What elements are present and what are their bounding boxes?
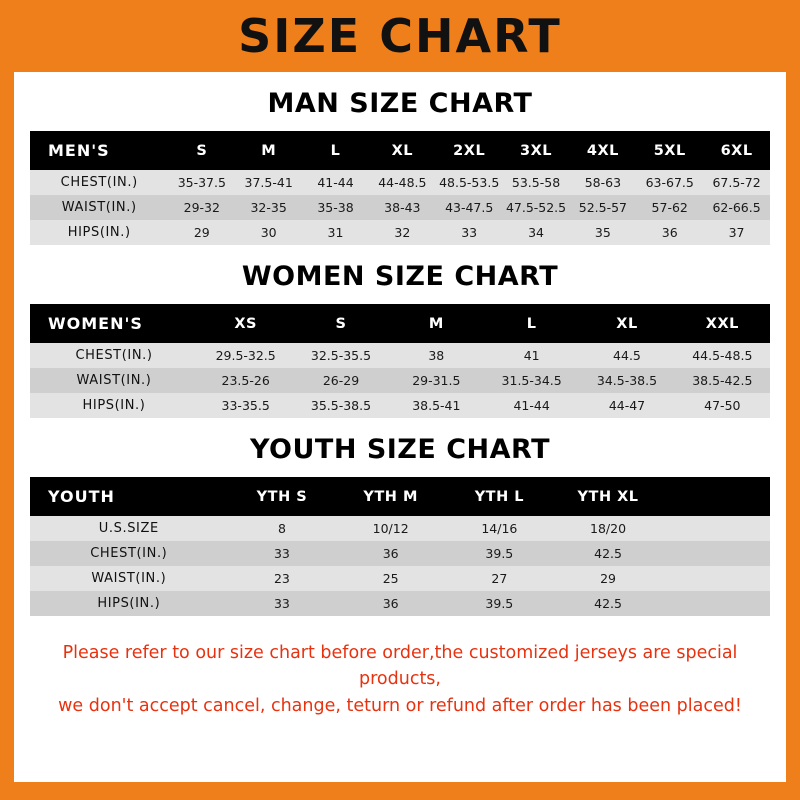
column-header-yth-m: YTH M <box>336 477 445 516</box>
cell: 47.5-52.5 <box>503 195 570 220</box>
column-header-3xl: 3XL <box>503 131 570 170</box>
column-header-5xl: 5XL <box>636 131 703 170</box>
table-head <box>30 304 770 343</box>
row-label-waist: WAIST(IN.) <box>30 566 228 591</box>
column-header-spacer <box>662 477 770 516</box>
cell: 26-29 <box>293 368 388 393</box>
column-header-2xl: 2XL <box>436 131 503 170</box>
column-header-yth-l: YTH L <box>445 477 554 516</box>
cell: 37 <box>703 220 770 245</box>
cell: 33 <box>228 541 337 566</box>
table-row <box>30 566 770 591</box>
cell: 31.5-34.5 <box>484 368 579 393</box>
column-header-xl: XL <box>579 304 674 343</box>
bottom-accent-bar <box>0 782 800 800</box>
cell-spacer <box>662 516 770 541</box>
cell: 41 <box>484 343 579 368</box>
cell: 44.5 <box>579 343 674 368</box>
column-header-s: S <box>168 131 235 170</box>
cell: 39.5 <box>445 591 554 616</box>
cell: 25 <box>336 566 445 591</box>
cell: 33 <box>228 591 337 616</box>
cell: 35-37.5 <box>168 170 235 195</box>
cell: 14/16 <box>445 516 554 541</box>
cell: 33-35.5 <box>198 393 293 418</box>
table-body <box>30 516 770 616</box>
cell: 29 <box>554 566 663 591</box>
cell: 34.5-38.5 <box>579 368 674 393</box>
table-row <box>30 343 770 368</box>
row-label-chest: CHEST(IN.) <box>30 541 228 566</box>
cell: 48.5-53.5 <box>436 170 503 195</box>
cell: 44-47 <box>579 393 674 418</box>
footer-line-2: we don't accept cancel, change, teturn or refund after order has been placed! <box>58 695 742 716</box>
cell: 42.5 <box>554 541 663 566</box>
column-header-l: L <box>484 304 579 343</box>
row-label-us-size: U.S.SIZE <box>30 516 228 541</box>
cell: 58-63 <box>569 170 636 195</box>
cell: 32-35 <box>235 195 302 220</box>
cell: 62-66.5 <box>703 195 770 220</box>
table-row <box>30 220 770 245</box>
cell: 35 <box>569 220 636 245</box>
table-row <box>30 591 770 616</box>
cell: 53.5-58 <box>503 170 570 195</box>
table-row <box>30 170 770 195</box>
cell: 38.5-42.5 <box>675 368 770 393</box>
cell: 35.5-38.5 <box>293 393 388 418</box>
cell: 27 <box>445 566 554 591</box>
cell: 47-50 <box>675 393 770 418</box>
cell: 44-48.5 <box>369 170 436 195</box>
chart-content <box>14 88 786 719</box>
footer-note <box>30 630 770 719</box>
row-label-hips: HIPS(IN.) <box>30 220 168 245</box>
cell: 43-47.5 <box>436 195 503 220</box>
section-title-youth: YOUTH SIZE CHART <box>249 434 551 465</box>
column-header-xs: XS <box>198 304 293 343</box>
cell: 52.5-57 <box>569 195 636 220</box>
table-row <box>30 516 770 541</box>
column-header-6xl: 6XL <box>703 131 770 170</box>
footer-line-1: Please refer to our size chart before order,the customized jerseys are special products, <box>62 643 738 690</box>
cell: 23.5-26 <box>198 368 293 393</box>
table-row <box>30 393 770 418</box>
cell: 39.5 <box>445 541 554 566</box>
table-header-row <box>30 131 770 170</box>
cell: 36 <box>636 220 703 245</box>
table-header-row <box>30 477 770 516</box>
table-head <box>30 131 770 170</box>
table-head <box>30 477 770 516</box>
table-row <box>30 541 770 566</box>
column-header-yth-s: YTH S <box>228 477 337 516</box>
cell: 38 <box>389 343 484 368</box>
column-header-4xl: 4XL <box>569 131 636 170</box>
cell: 32.5-35.5 <box>293 343 388 368</box>
column-header-xl: XL <box>369 131 436 170</box>
table-row <box>30 195 770 220</box>
cell: 32 <box>369 220 436 245</box>
row-label-chest: CHEST(IN.) <box>30 170 168 195</box>
row-label-waist: WAIST(IN.) <box>30 368 198 393</box>
cell: 29-31.5 <box>389 368 484 393</box>
cell: 63-67.5 <box>636 170 703 195</box>
cell: 38-43 <box>369 195 436 220</box>
table-header-row <box>30 304 770 343</box>
header-banner <box>0 0 800 72</box>
column-header-m: M <box>235 131 302 170</box>
row-label-hips: HIPS(IN.) <box>30 591 228 616</box>
cell: 35-38 <box>302 195 369 220</box>
cell: 23 <box>228 566 337 591</box>
cell: 29.5-32.5 <box>198 343 293 368</box>
cell: 44.5-48.5 <box>675 343 770 368</box>
row-label-waist: WAIST(IN.) <box>30 195 168 220</box>
cell-spacer <box>662 541 770 566</box>
cell: 31 <box>302 220 369 245</box>
column-header-xxl: XXL <box>675 304 770 343</box>
cell: 36 <box>336 591 445 616</box>
cell: 29 <box>168 220 235 245</box>
cell: 29-32 <box>168 195 235 220</box>
table-row <box>30 368 770 393</box>
cell-spacer <box>662 591 770 616</box>
cell-spacer <box>662 566 770 591</box>
cell: 36 <box>336 541 445 566</box>
column-header-youth: YOUTH <box>30 477 228 516</box>
section-title-women: WOMEN SIZE CHART <box>241 261 559 292</box>
column-header-l: L <box>302 131 369 170</box>
cell: 10/12 <box>336 516 445 541</box>
row-label-hips: HIPS(IN.) <box>30 393 198 418</box>
cell: 67.5-72 <box>703 170 770 195</box>
table-youth-size-chart <box>30 477 770 616</box>
page-title: SIZE CHART <box>238 9 562 63</box>
cell: 42.5 <box>554 591 663 616</box>
cell: 41-44 <box>302 170 369 195</box>
table-man-size-chart <box>30 131 770 245</box>
table-women-size-chart <box>30 304 770 418</box>
cell: 18/20 <box>554 516 663 541</box>
cell: 57-62 <box>636 195 703 220</box>
row-label-chest: CHEST(IN.) <box>30 343 198 368</box>
cell: 37.5-41 <box>235 170 302 195</box>
table-body <box>30 170 770 245</box>
column-header-womens: WOMEN'S <box>30 304 198 343</box>
table-body <box>30 343 770 418</box>
cell: 30 <box>235 220 302 245</box>
cell: 34 <box>503 220 570 245</box>
column-header-m: M <box>389 304 484 343</box>
cell: 41-44 <box>484 393 579 418</box>
section-title-man: MAN SIZE CHART <box>267 88 533 119</box>
column-header-yth-xl: YTH XL <box>554 477 663 516</box>
cell: 33 <box>436 220 503 245</box>
cell: 38.5-41 <box>389 393 484 418</box>
cell: 8 <box>228 516 337 541</box>
column-header-s: S <box>293 304 388 343</box>
column-header-mens: MEN'S <box>30 131 168 170</box>
